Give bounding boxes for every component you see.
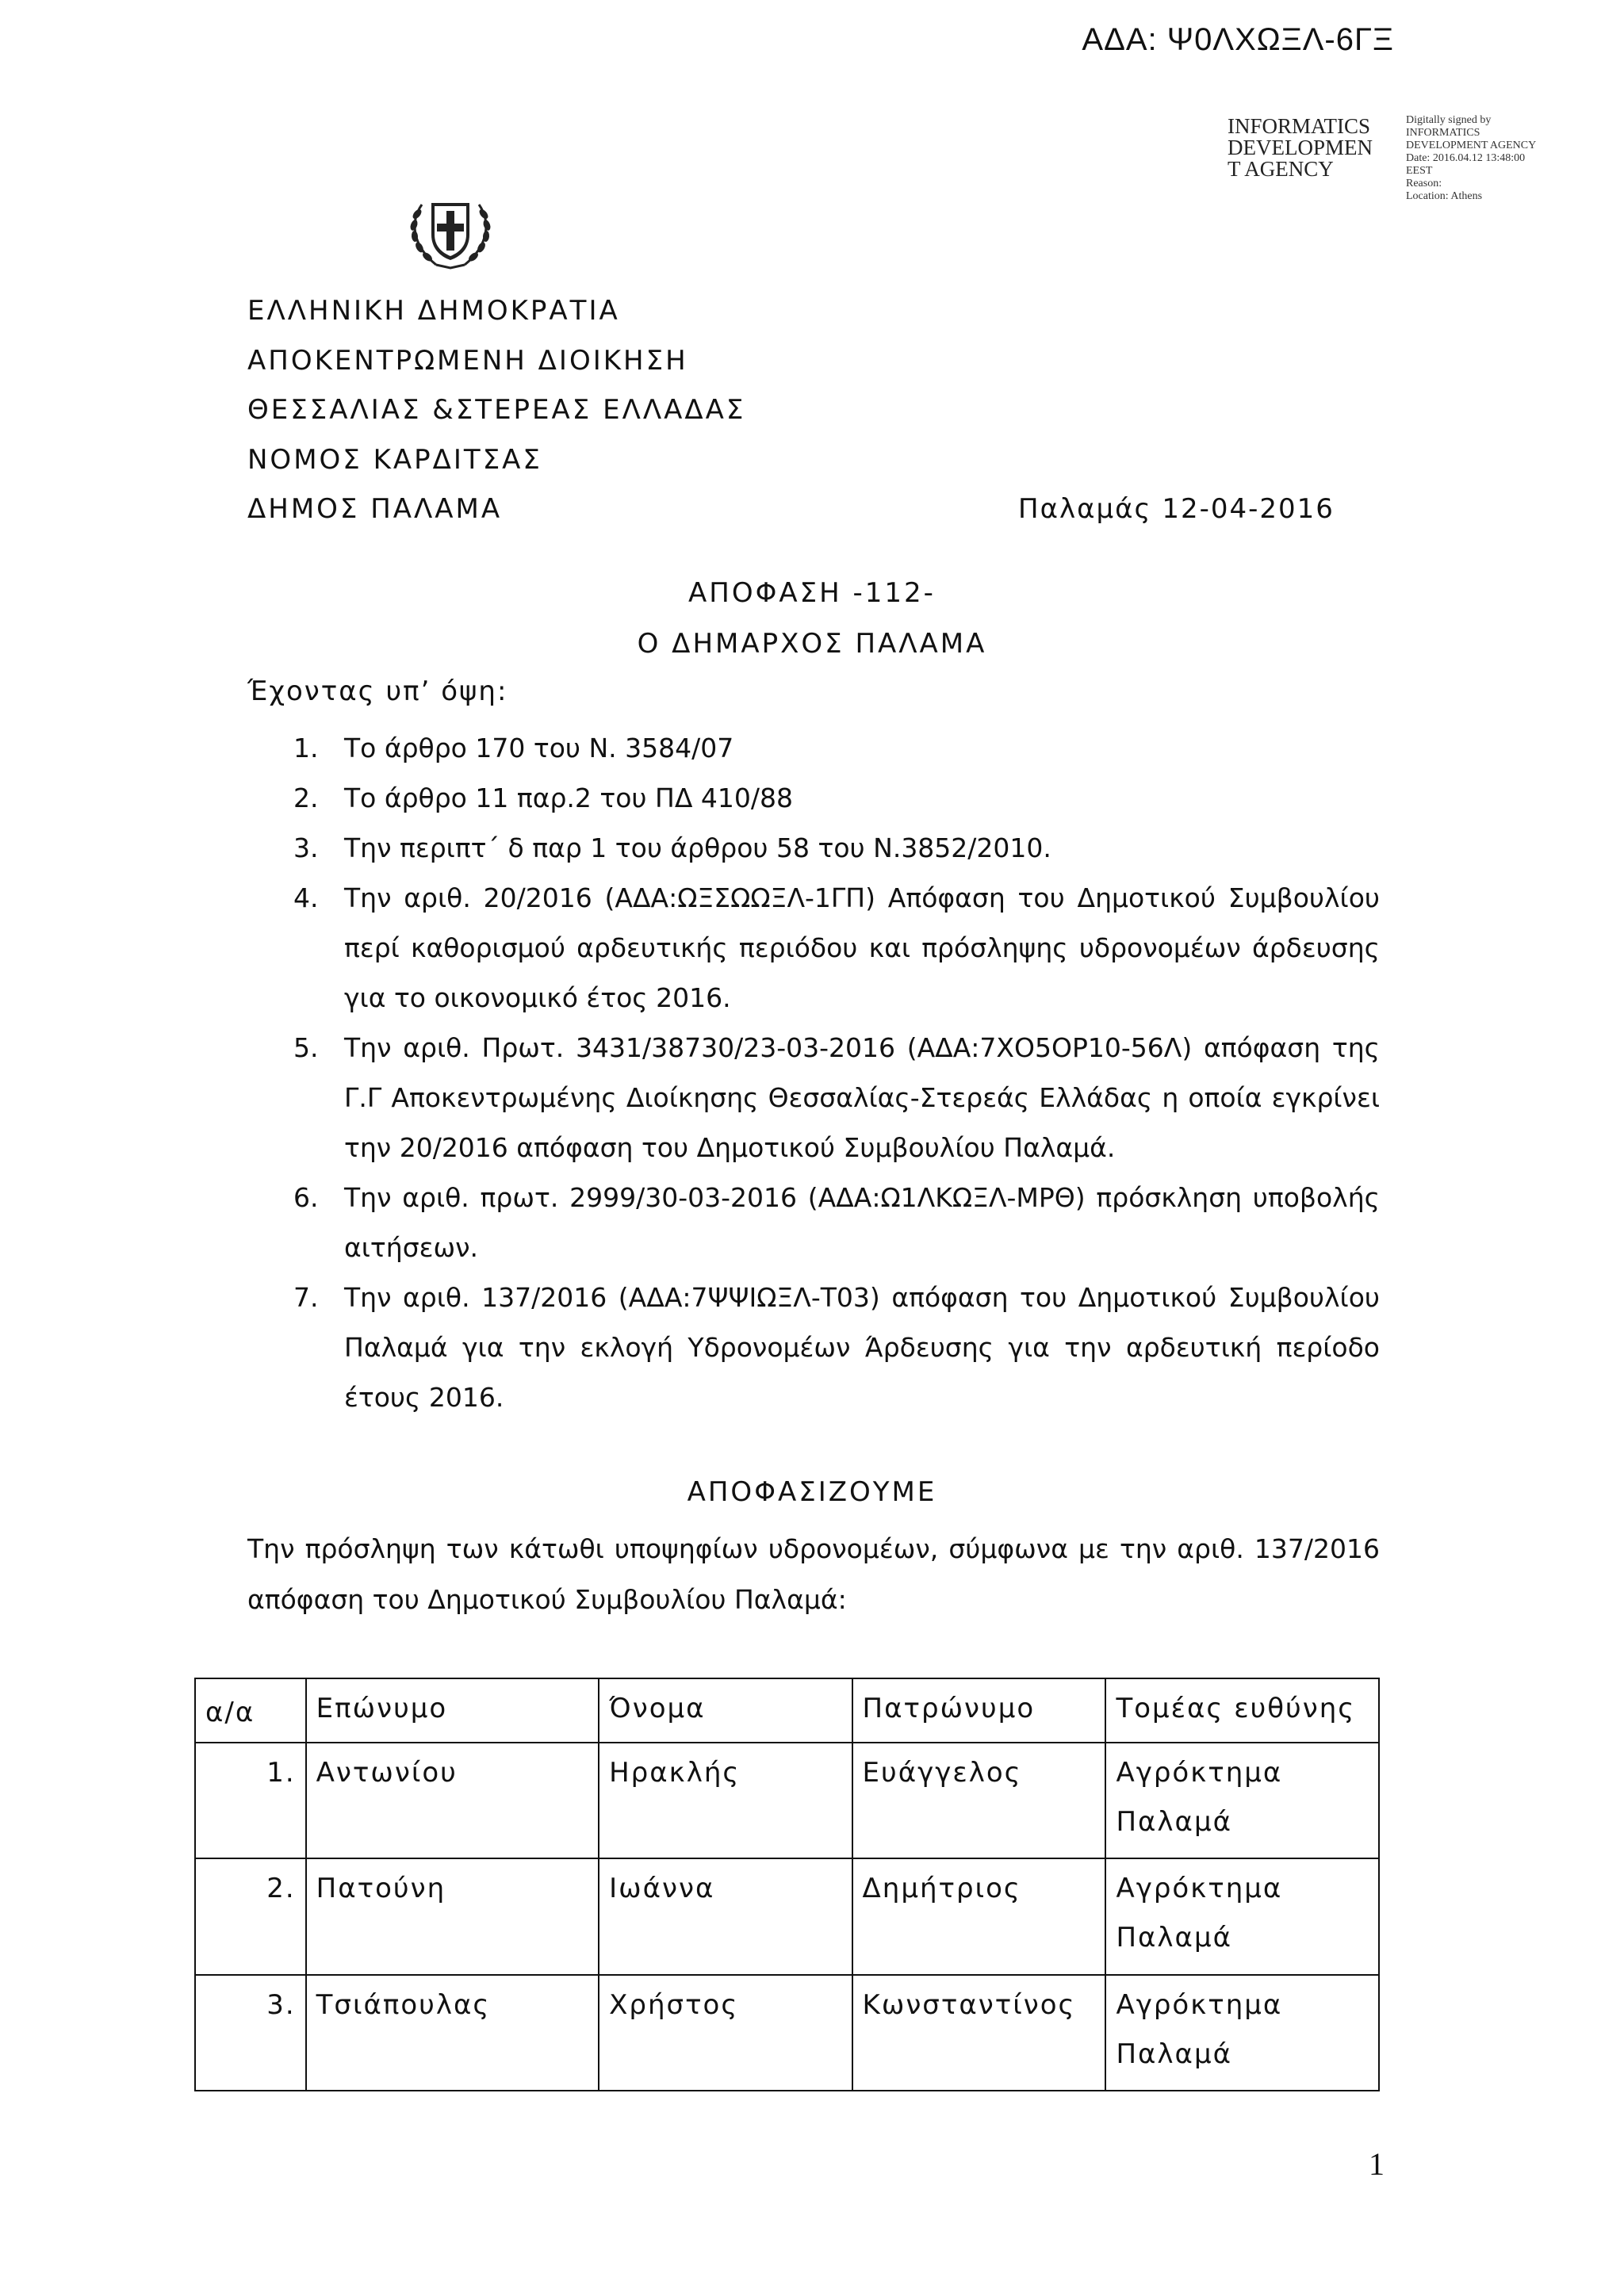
- signature-detail-line: EEST: [1406, 165, 1433, 177]
- table-cell: Αγρόκτημα Παλαμά: [1105, 1743, 1379, 1858]
- list-item-text: Το άρθρο 11 παρ.2 του ΠΔ 410/88: [344, 783, 793, 813]
- list-item: [293, 873, 1380, 1023]
- considerations-list: [293, 723, 1380, 1422]
- considering-label: Έχοντας υπ’ όψη:: [247, 675, 508, 707]
- list-item: [293, 723, 1380, 773]
- header-line: ΕΛΛΗΝΙΚΗ ΔΗΜΟΚΡΑΤΙΑ: [247, 295, 620, 327]
- signature-detail-line: DEVELOPMENT AGENCY: [1406, 140, 1537, 151]
- list-item-text: Την αριθ. 20/2016 (ΑΔΑ:ΩΞΣΩΩΞΛ-1ΓΠ) Απόφαση του Δημοτικού Συμβουλίου περί καθορισμού αρδευτικής περιόδου και πρόσληψης υδρονομέων άρδευσης για το οικονομικό έτος 2016.: [344, 882, 1380, 1013]
- header-line: ΝΟΜΟΣ ΚΑΡΔΙΤΣΑΣ: [247, 444, 542, 476]
- table-cell: Αγρόκτημα Παλαμά: [1105, 1858, 1379, 1974]
- greek-coat-of-arms-icon: [404, 189, 496, 271]
- mayor-title: Ο ΔΗΜΑΡΧΟΣ ΠΑΛΑΜΑ: [637, 628, 987, 660]
- table-cell: Δημήτριος: [852, 1858, 1106, 1974]
- table-cell: Αγρόκτημα Παλαμά: [1105, 1975, 1379, 2091]
- signature-signer: [1228, 116, 1406, 180]
- list-item-number: 1.: [293, 733, 319, 763]
- list-item-text: Το άρθρο 170 του Ν. 3584/07: [344, 733, 734, 763]
- list-item-number: 7.: [293, 1282, 319, 1313]
- list-item-text: Την αριθ. πρωτ. 2999/30-03-2016 (ΑΔΑ:Ω1ΛΚΩΞΛ-ΜΡΘ) πρόσκληση υποβολής αιτήσεων.: [344, 1182, 1380, 1263]
- table-cell: 2.: [195, 1858, 306, 1974]
- document-date: Παλαμάς 12-04-2016: [1018, 493, 1335, 525]
- list-item: [293, 1173, 1380, 1272]
- table-cell: Ιωάννα: [599, 1858, 852, 1974]
- list-item: [293, 773, 1380, 823]
- table-cell: 3.: [195, 1975, 306, 2091]
- table-cell: Τσιάπουλας: [306, 1975, 599, 2091]
- table-cell: Ευάγγελος: [852, 1743, 1106, 1858]
- list-item-text: Την αριθ. Πρωτ. 3431/38730/23-03-2016 (ΑΔΑ:7ΧΟ5ΟΡ10-56Λ) απόφαση της Γ.Γ Αποκεντρωμένης Διοίκησης Θεσσαλίας-Στερεάς Ελλάδας η οποία εγκρίνει την 20/2016 απόφαση του Δημοτικού Συμβουλίου Παλαμά.: [344, 1032, 1380, 1163]
- table-cell: Πατούνη: [306, 1858, 599, 1974]
- list-item-number: 3.: [293, 832, 319, 863]
- header-line: ΘΕΣΣΑΛΙΑΣ &ΣΤΕΡΕΑΣ ΕΛΛΑΔΑΣ: [247, 394, 746, 426]
- signature-details: [1406, 114, 1565, 203]
- table-row: [195, 1975, 1379, 2091]
- table-header-cell: Επώνυμο: [306, 1678, 599, 1743]
- signature-detail-line: Location: Athens: [1406, 190, 1483, 202]
- list-item-number: 2.: [293, 783, 319, 813]
- signature-detail-line: INFORMATICS: [1406, 127, 1480, 139]
- signer-line: DEVELOPMEN: [1228, 136, 1373, 159]
- list-item-text: Την αριθ. 137/2016 (ΑΔΑ:7ΨΨΙΩΞΛ-Τ03) απόφαση του Δημοτικού Συμβουλίου Παλαμά για την εκλογή Υδρονομέων Άρδευσης για την αρδευτική περίοδο έτους 2016.: [344, 1282, 1380, 1413]
- signature-detail-line: Date: 2016.04.12 13:48:00: [1406, 152, 1526, 164]
- ada-code: ΑΔΑ: Ψ0ΛΧΩΞΛ-6ΓΞ: [1082, 22, 1394, 57]
- header-line: ΑΠΟΚΕΝΤΡΩΜΕΝΗ ΔΙΟΙΚΗΣΗ: [247, 345, 688, 377]
- table-cell: 1.: [195, 1743, 306, 1858]
- header-line: ΔΗΜΟΣ ΠΑΛΑΜΑ: [247, 493, 503, 525]
- signer-line: T AGENCY: [1228, 157, 1334, 181]
- table-header-cell: α/α: [195, 1678, 306, 1743]
- signature-detail-line: Reason:: [1406, 178, 1442, 189]
- table-header-cell: Τομέας ευθύνης: [1105, 1678, 1379, 1743]
- signer-line: INFORMATICS: [1228, 114, 1371, 138]
- list-item-number: 5.: [293, 1032, 319, 1063]
- decision-number: ΑΠΟΦΑΣΗ -112-: [688, 577, 936, 609]
- decide-heading: ΑΠΟΦΑΣΙΖΟΥΜΕ: [687, 1476, 937, 1508]
- list-item-number: 4.: [293, 882, 319, 913]
- table-cell: Αντωνίου: [306, 1743, 599, 1858]
- table-row: [195, 1743, 1379, 1858]
- list-item: [293, 823, 1380, 873]
- hires-table: [194, 1678, 1380, 2091]
- table-cell: Χρήστος: [599, 1975, 852, 2091]
- list-item: [293, 1023, 1380, 1173]
- table-header-cell: Όνομα: [599, 1678, 852, 1743]
- table-cell: Κωνσταντίνος: [852, 1975, 1106, 2091]
- list-item: [293, 1272, 1380, 1422]
- list-item-text: Την περιπτ΄ δ παρ 1 του άρθρου 58 του Ν.3852/2010.: [344, 832, 1051, 863]
- decide-paragraph: Την πρόσληψη των κάτωθι υποψηφίων υδρονομέων, σύμφωνα με την αριθ. 137/2016 απόφαση του Δημοτικού Συμβουλίου Παλαμά:: [247, 1533, 1380, 1615]
- signature-detail-line: Digitally signed by: [1406, 114, 1492, 126]
- table-row: [195, 1858, 1379, 1974]
- page-number: 1: [1369, 2146, 1385, 2182]
- table-cell: Ηρακλής: [599, 1743, 852, 1858]
- list-item-number: 6.: [293, 1182, 319, 1213]
- table-header-cell: Πατρώνυμο: [852, 1678, 1106, 1743]
- table-header-row: [195, 1678, 1379, 1743]
